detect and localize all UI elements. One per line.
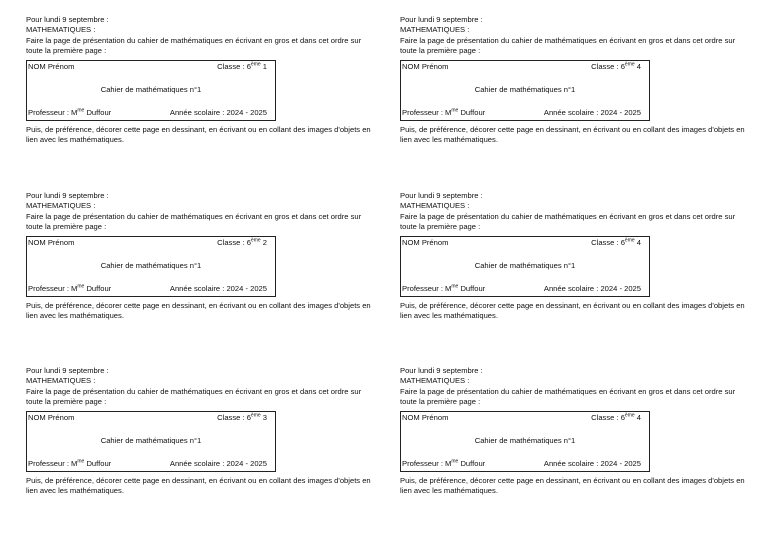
teacher-field: Professeur : $M^{me}$ Duffour [28,458,112,469]
notebook-title: Cahier de mathématiques n°1 [100,84,202,94]
due-date: Pour lundi 9 septembre : [26,191,109,200]
cover-page-model [26,60,276,121]
assignment-card [26,15,371,145]
school-year-field: Année scolaire : 2024 - 2025 [169,284,267,294]
assignment-card [26,366,371,496]
decoration-instruction: Puis, de préférence, décorer cette page en dessinant, en écrivant ou en collant des images d'objets en lien avec les mathématiques. [400,475,745,496]
name-field: NOM Prénom [402,412,449,422]
school-year-field: Année scolaire : 2024 - 2025 [169,108,267,118]
cover-page-model [400,236,650,297]
class-field: Classe : 6ème 1 [217,61,267,71]
name-field: NOM Prénom [402,237,449,247]
subject-heading: MATHEMATIQUES : [26,25,96,35]
cover-page-model [400,60,650,121]
cover-page-model [26,411,276,472]
decoration-instruction: Puis, de préférence, décorer cette page en dessinant, en écrivant ou en collant des images d'objets en lien avec les mathématiques. [26,300,371,321]
teacher-field: Professeur : $M^{me}$ Duffour [402,458,486,469]
notebook-title: Cahier de mathématiques n°1 [474,84,576,94]
due-date: Pour lundi 9 septembre : [26,15,109,24]
school-year-field: Année scolaire : 2024 - 2025 [543,108,641,118]
notebook-title: Cahier de mathématiques n°1 [474,435,576,445]
instruction-text: Faire la page de présentation du cahier de mathématiques en écrivant en gros et dans cet ordre sur toute la première page : [400,386,736,407]
assignment-card [400,15,745,145]
name-field: NOM Prénom [28,61,75,71]
notebook-title: Cahier de mathématiques n°1 [474,260,576,270]
assignment-card [26,191,371,321]
subject-heading: MATHEMATIQUES : [400,376,470,386]
decoration-instruction: Puis, de préférence, décorer cette page en dessinant, en écrivant ou en collant des images d'objets en lien avec les mathématiques. [400,124,745,145]
decoration-instruction: Puis, de préférence, décorer cette page en dessinant, en écrivant ou en collant des images d'objets en lien avec les mathématiques. [26,475,371,496]
decoration-instruction: Puis, de préférence, décorer cette page en dessinant, en écrivant ou en collant des images d'objets en lien avec les mathématiques. [26,124,371,145]
class-field: Classe : 6ème 4 [591,412,641,422]
decoration-instruction: Puis, de préférence, décorer cette page en dessinant, en écrivant ou en collant des images d'objets en lien avec les mathématiques. [400,300,745,321]
subject-heading: MATHEMATIQUES : [26,376,96,386]
teacher-field: Professeur : $M^{me}$ Duffour [28,283,112,294]
due-date: Pour lundi 9 septembre : [400,191,483,200]
instruction-text: Faire la page de présentation du cahier de mathématiques en écrivant en gros et dans cet ordre sur toute la première page : [26,386,362,407]
notebook-title: Cahier de mathématiques n°1 [100,435,202,445]
instruction-text: Faire la page de présentation du cahier de mathématiques en écrivant en gros et dans cet ordre sur toute la première page : [400,35,736,56]
name-field: NOM Prénom [28,237,75,247]
teacher-field: Professeur : $M^{me}$ Duffour [402,107,486,118]
school-year-field: Année scolaire : 2024 - 2025 [543,284,641,294]
name-field: NOM Prénom [402,61,449,71]
subject-heading: MATHEMATIQUES : [400,25,470,35]
assignment-card [400,191,745,321]
class-field: Classe : 6ème 3 [217,412,267,422]
instruction-text: Faire la page de présentation du cahier de mathématiques en écrivant en gros et dans cet ordre sur toute la première page : [400,211,736,232]
notebook-title: Cahier de mathématiques n°1 [100,260,202,270]
class-field: Classe : 6ème 4 [591,61,641,71]
teacher-field: Professeur : $M^{me}$ Duffour [402,283,486,294]
due-date: Pour lundi 9 septembre : [26,366,109,375]
class-field: Classe : 6ème 2 [217,237,267,247]
name-field: NOM Prénom [28,412,75,422]
school-year-field: Année scolaire : 2024 - 2025 [543,459,641,469]
cover-page-model [26,236,276,297]
instruction-text: Faire la page de présentation du cahier de mathématiques en écrivant en gros et dans cet ordre sur toute la première page : [26,35,362,56]
teacher-field: Professeur : $M^{me}$ Duffour [28,107,112,118]
cover-page-model [400,411,650,472]
instruction-text: Faire la page de présentation du cahier de mathématiques en écrivant en gros et dans cet ordre sur toute la première page : [26,211,362,232]
due-date: Pour lundi 9 septembre : [400,366,483,375]
subject-heading: MATHEMATIQUES : [400,201,470,211]
school-year-field: Année scolaire : 2024 - 2025 [169,459,267,469]
subject-heading: MATHEMATIQUES : [26,201,96,211]
due-date: Pour lundi 9 septembre : [400,15,483,24]
class-field: Classe : 6ème 4 [591,237,641,247]
assignment-card [400,366,745,496]
